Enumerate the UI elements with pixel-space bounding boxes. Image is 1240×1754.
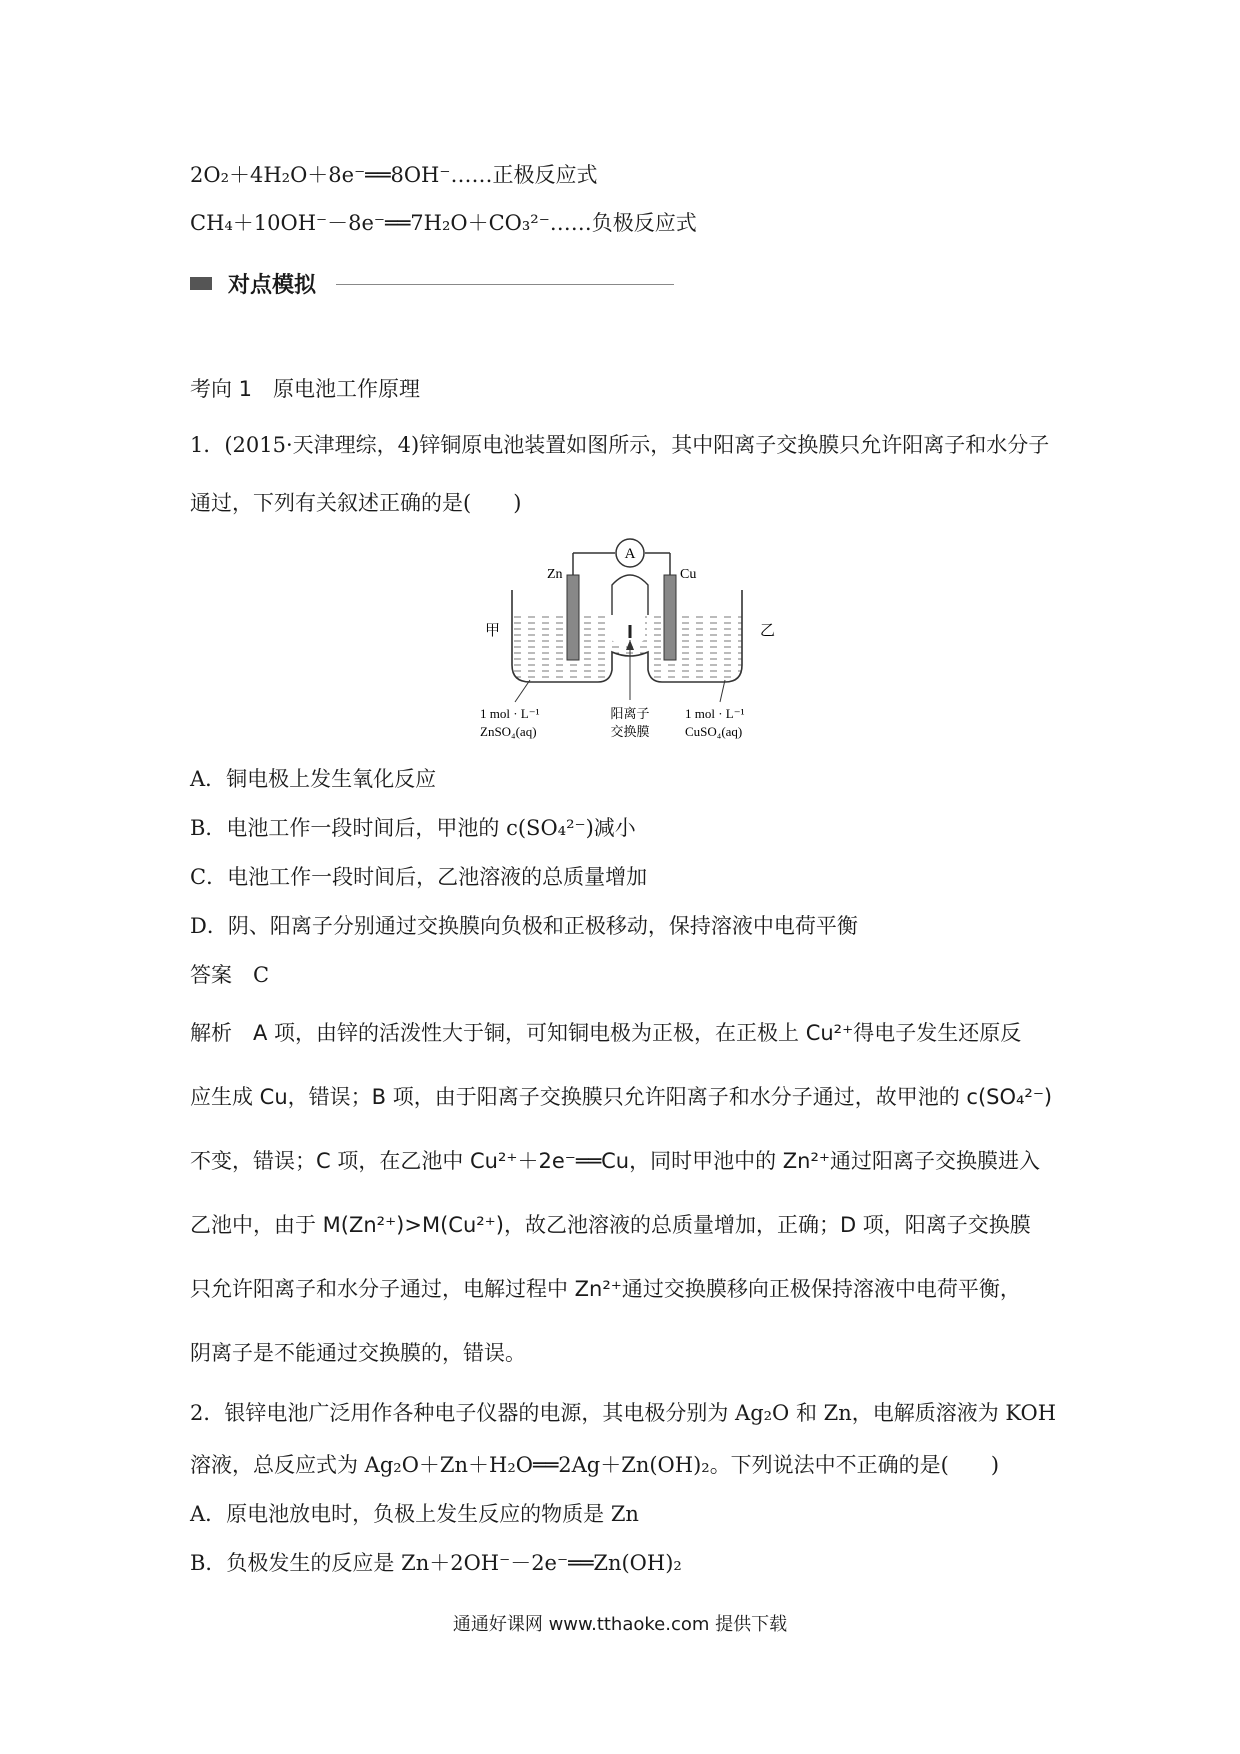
- q1-analysis-line5: 只允许阳离子和水分子通过，电解过程中 Zn²⁺通过交换膜移向正极保持溶液中电荷平衡，: [190, 1277, 1021, 1301]
- left-cell-label: 甲: [485, 623, 501, 639]
- cu-label: Cu: [680, 567, 697, 582]
- equation-positive: 2O₂＋4H₂O＋8e⁻══8OH⁻……正极反应式: [190, 163, 598, 187]
- q1-analysis-line2: 应生成 Cu，错误；B 项，由于阳离子交换膜只允许阳离子和水分子通过，故甲池的 c(SO₄²⁻): [190, 1085, 1053, 1109]
- q1-option-d: D．阴、阳离子分别通过交换膜向负极和正极移动，保持溶液中电荷平衡: [190, 914, 858, 938]
- right-solution-name: CuSO₄(aq): [685, 724, 743, 739]
- footer-source: 通通好课网 www.tthaoke.com 提供下载: [452, 1614, 788, 1635]
- membrane-label-2: 交换膜: [610, 724, 650, 739]
- membrane-label-1: 阳离子: [610, 706, 650, 721]
- galvanic-cell-diagram: [470, 530, 790, 750]
- q1-analysis-line6: 阴离子是不能通过交换膜的，错误。: [190, 1341, 526, 1365]
- section-title: 对点模拟: [228, 273, 317, 298]
- section-divider: [336, 284, 674, 285]
- section-marker-icon: [190, 277, 212, 290]
- left-solution-name: ZnSO₄(aq): [480, 724, 537, 739]
- q2-stem-line2: 溶液，总反应式为 Ag₂O＋Zn＋H₂O══2Ag＋Zn(OH)₂。下列说法中不正确的是( ): [190, 1453, 1000, 1477]
- zn-label: Zn: [547, 567, 563, 582]
- section-header: [190, 268, 674, 299]
- q1-option-a: A．铜电极上发生氧化反应: [190, 767, 437, 791]
- q2-option-a: A．原电池放电时，负极上发生反应的物质是 Zn: [190, 1502, 639, 1526]
- right-cell-label: 乙: [760, 623, 776, 639]
- q1-option-b: B．电池工作一段时间后，甲池的 c(SO₄²⁻)减小: [190, 816, 636, 840]
- right-solution-conc: 1 mol · L⁻¹: [685, 706, 745, 721]
- topic-heading: 考向 1 原电池工作原理: [190, 377, 421, 401]
- q2-stem-line1: 2．银锌电池广泛用作各种电子仪器的电源，其电极分别为 Ag₂O 和 Zn，电解质溶液为 KOH: [190, 1401, 1057, 1425]
- zn-electrode: [567, 575, 579, 660]
- q2-option-b: B．负极发生的反应是 Zn＋2OH⁻－2e⁻══Zn(OH)₂: [190, 1551, 682, 1575]
- q1-analysis-line3: 不变，错误；C 项，在乙池中 Cu²⁺＋2e⁻══Cu，同时甲池中的 Zn²⁺通过阳离子交换膜进入: [190, 1149, 1040, 1173]
- ammeter-label: A: [624, 546, 636, 562]
- q1-option-c: C．电池工作一段时间后，乙池溶液的总质量增加: [190, 865, 648, 889]
- q1-analysis-line1: 解析 A 项，由锌的活泼性大于铜，可知铜电极为正极，在正极上 Cu²⁺得电子发生还原反: [190, 1021, 1022, 1045]
- q1-answer: 答案 C: [190, 963, 270, 987]
- equation-negative: CH₄＋10OH⁻－8e⁻══7H₂O＋CO₃²⁻……负极反应式: [190, 211, 697, 235]
- cu-electrode: [664, 575, 676, 660]
- q1-analysis-line4: 乙池中，由于 M(Zn²⁺)>M(Cu²⁺)，故乙池溶液的总质量增加，正确；D 项，阳离子交换膜: [190, 1213, 1031, 1237]
- q1-stem-line2: 通过，下列有关叙述正确的是( ): [190, 491, 522, 515]
- q1-stem-line1: 1．(2015·天津理综，4)锌铜原电池装置如图所示，其中阳离子交换膜只允许阳离子和水分子: [190, 433, 1050, 457]
- left-solution-conc: 1 mol · L⁻¹: [480, 706, 540, 721]
